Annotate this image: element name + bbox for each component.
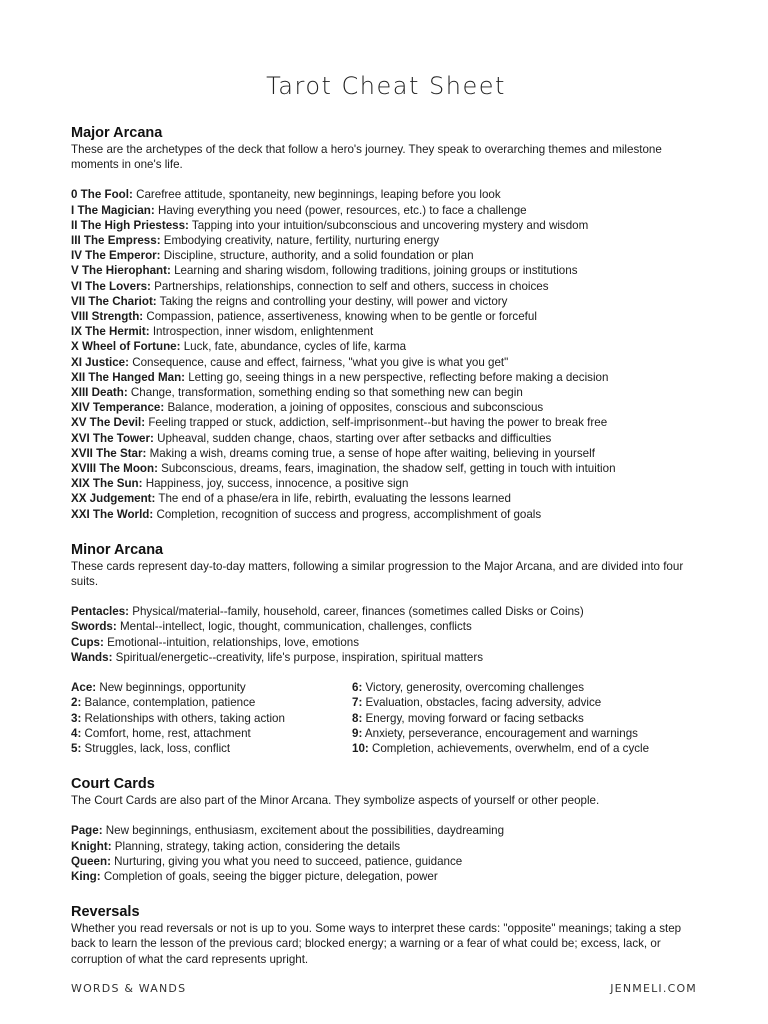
- list-item: [71, 187, 701, 202]
- item-name: Page:: [71, 824, 103, 838]
- page-title: Tarot Cheat Sheet: [266, 72, 506, 100]
- minor-arcana-intro: These cards represent day-to-day matters, following a similar progression to the Major Arcana, and are divided into four suits.: [71, 559, 684, 589]
- item-description: Subconscious, dreams, fears, imagination, the shadow self, getting in touch with intuition: [157, 462, 616, 476]
- item-name: I The Magician:: [71, 203, 155, 217]
- item-name: 2:: [71, 696, 82, 710]
- list-item: [71, 839, 701, 854]
- item-description: Victory, generosity, overcoming challenges: [362, 681, 584, 695]
- number-cards-right: [352, 680, 701, 756]
- item-description: Spiritual/energetic--creativity, life's purpose, inspiration, spiritual matters: [112, 650, 484, 664]
- list-item: [71, 619, 701, 634]
- item-name: 0 The Fool:: [71, 188, 133, 202]
- list-item: [71, 431, 701, 446]
- list-item: [71, 339, 701, 354]
- list-item: [71, 218, 701, 233]
- list-item: [71, 635, 701, 650]
- item-name: XXI The World:: [71, 507, 154, 521]
- item-name: Cups:: [71, 635, 104, 649]
- list-item: [352, 711, 701, 726]
- list-item: [352, 695, 701, 710]
- list-item: [71, 491, 701, 506]
- item-name: VI The Lovers:: [71, 279, 151, 293]
- item-description: Change, transformation, something ending so that something new can begin: [127, 386, 523, 400]
- footer-brand: WORDS & WANDS: [71, 982, 187, 995]
- page-footer: [71, 982, 697, 995]
- item-name: 8:: [352, 711, 363, 725]
- item-description: Balance, moderation, a joining of opposites, conscious and subconscious: [164, 401, 544, 415]
- item-name: XVIII The Moon:: [71, 462, 158, 476]
- item-name: XII The Hanged Man:: [71, 370, 186, 384]
- item-description: Nurturing, giving you what you need to succeed, patience, guidance: [110, 854, 463, 868]
- item-description: Evaluation, obstacles, facing adversity, advice: [362, 696, 602, 710]
- item-description: Embodying creativity, nature, fertility, nurturing energy: [160, 234, 440, 248]
- item-name: V The Hierophant:: [71, 264, 171, 278]
- item-name: XIII Death:: [71, 386, 128, 400]
- list-item: [71, 604, 701, 619]
- item-description: Consequence, cause and effect, fairness, "what you give is what you get": [129, 355, 509, 369]
- item-description: Happiness, joy, success, innocence, a positive sign: [142, 477, 409, 491]
- item-description: Making a wish, dreams coming true, a sense of hope after waiting, believing in yourself: [146, 446, 595, 460]
- item-description: Letting go, seeing things in a new perspective, reflecting before making a decision: [185, 370, 609, 384]
- list-item: [71, 400, 701, 415]
- list-item: [352, 680, 701, 695]
- list-item: [71, 263, 701, 278]
- item-name: King:: [71, 869, 101, 883]
- item-description: Feeling trapped or stuck, addiction, self-imprisonment--but having the power to break free: [145, 416, 608, 430]
- item-name: VII The Chariot:: [71, 294, 157, 308]
- item-name: Ace:: [71, 681, 97, 695]
- list-item: [71, 476, 701, 491]
- list-item: [71, 446, 701, 461]
- major-arcana-section: [71, 124, 701, 522]
- item-description: Relationships with others, taking action: [81, 711, 285, 725]
- item-description: Tapping into your intuition/subconscious and uncovering mystery and wisdom: [188, 218, 589, 232]
- cheat-sheet-page: [71, 70, 701, 967]
- list-item: [71, 279, 701, 294]
- item-description: Learning and sharing wisdom, following traditions, joining groups or institutions: [170, 264, 578, 278]
- list-item: [352, 741, 701, 756]
- item-name: Wands:: [71, 650, 113, 664]
- list-item: [71, 461, 701, 476]
- major-arcana-list: [71, 187, 701, 521]
- list-item: [71, 385, 701, 400]
- item-name: 3:: [71, 711, 82, 725]
- list-item: [71, 854, 701, 869]
- item-name: III The Empress:: [71, 234, 161, 248]
- list-item: [352, 726, 701, 741]
- item-name: IV The Emperor:: [71, 249, 161, 263]
- item-description: Compassion, patience, assertiveness, knowing when to be gentle or forceful: [143, 310, 537, 324]
- suit-list: [71, 604, 701, 665]
- list-item: [71, 823, 701, 838]
- court-cards-heading: Court Cards: [71, 776, 155, 793]
- list-item: [71, 726, 352, 741]
- item-description: Mental--intellect, logic, thought, communication, challenges, conflicts: [116, 620, 472, 634]
- item-name: II The High Priestess:: [71, 218, 189, 232]
- major-arcana-intro: These are the archetypes of the deck that follow a hero's journey. They speak to overarching themes and milestone moments in one's life.: [71, 143, 662, 172]
- list-item: [71, 415, 701, 430]
- minor-arcana-section: [71, 541, 701, 756]
- reversals-heading: Reversals: [71, 904, 140, 921]
- item-name: 10:: [352, 741, 369, 755]
- item-name: 6:: [352, 681, 363, 695]
- list-item: [71, 370, 701, 385]
- minor-arcana-heading: Minor Arcana: [71, 541, 164, 558]
- major-arcana-heading: Major Arcana: [71, 125, 163, 141]
- item-description: Balance, contemplation, patience: [81, 696, 256, 710]
- item-name: Swords:: [71, 620, 117, 634]
- item-name: Pentacles:: [71, 605, 129, 619]
- item-name: 5:: [71, 741, 82, 755]
- item-description: Discipline, structure, authority, and a solid foundation or plan: [160, 249, 474, 263]
- list-item: [71, 507, 701, 522]
- item-name: Queen:: [71, 854, 111, 868]
- court-cards-list: [71, 823, 701, 884]
- item-name: 4:: [71, 726, 82, 740]
- court-cards-intro: The Court Cards are also part of the Minor Arcana. They symbolize aspects of yourself or other people.: [71, 794, 600, 808]
- item-name: IX The Hermit:: [71, 325, 150, 339]
- item-description: Carefree attitude, spontaneity, new beginnings, leaping before you look: [132, 188, 501, 202]
- item-name: X Wheel of Fortune:: [71, 340, 181, 354]
- list-item: [71, 233, 701, 248]
- item-description: Energy, moving forward or facing setbacks: [362, 711, 584, 725]
- item-description: The end of a phase/era in life, rebirth, evaluating the lessons learned: [155, 492, 511, 506]
- item-description: Having everything you need (power, resources, etc.) to face a challenge: [154, 203, 527, 217]
- list-item: [71, 741, 352, 756]
- footer-website: JENMELI.COM: [610, 982, 697, 995]
- item-name: Knight:: [71, 839, 112, 853]
- item-description: Completion of goals, seeing the bigger picture, delegation, power: [100, 869, 438, 883]
- number-cards-left: [71, 680, 352, 756]
- list-item: [71, 650, 701, 665]
- item-name: XX Judgement:: [71, 492, 156, 506]
- list-item: [71, 680, 352, 695]
- item-name: XV The Devil:: [71, 416, 146, 430]
- list-item: [71, 869, 701, 884]
- item-description: Taking the reigns and controlling your destiny, will power and victory: [156, 294, 508, 308]
- item-name: 9:: [352, 726, 363, 740]
- list-item: [71, 294, 701, 309]
- reversals-text: Whether you read reversals or not is up to you. Some ways to interpret these cards: "opposite" meanings; taking a step back to learn the lesson of the previous card; blocked energy; a warning or a fear of what could be; excess, lack, or corruption of what the card represents upright.: [71, 922, 682, 966]
- item-description: Partnerships, relationships, connection to self and others, success in choices: [150, 279, 549, 293]
- item-name: VIII Strength:: [71, 310, 144, 324]
- item-name: XI Justice:: [71, 355, 129, 369]
- item-description: Physical/material--family, household, career, finances (sometimes called Disks or Coins): [129, 605, 584, 619]
- list-item: [71, 203, 701, 218]
- item-description: Emotional--intuition, relationships, love, emotions: [103, 635, 360, 649]
- item-description: Completion, achievements, overwhelm, end of a cycle: [368, 741, 650, 755]
- list-item: [71, 309, 701, 324]
- item-description: Anxiety, perseverance, encouragement and warnings: [362, 726, 638, 740]
- item-name: XVI The Tower:: [71, 431, 154, 445]
- list-item: [71, 711, 352, 726]
- court-cards-section: [71, 775, 701, 884]
- list-item: [71, 355, 701, 370]
- item-name: XVII The Star:: [71, 446, 147, 460]
- item-description: Comfort, home, rest, attachment: [81, 726, 251, 740]
- item-description: Completion, recognition of success and progress, accomplishment of goals: [153, 507, 542, 521]
- item-name: XIV Temperance:: [71, 401, 165, 415]
- item-description: Planning, strategy, taking action, considering the details: [111, 839, 401, 853]
- item-name: XIX The Sun:: [71, 477, 143, 491]
- reversals-section: [71, 903, 701, 967]
- list-item: [71, 695, 352, 710]
- item-description: Struggles, lack, loss, conflict: [81, 741, 231, 755]
- item-description: Introspection, inner wisdom, enlightenment: [149, 325, 374, 339]
- item-description: Upheaval, sudden change, chaos, starting over after setbacks and difficulties: [153, 431, 552, 445]
- item-description: New beginnings, enthusiasm, excitement about the possibilities, daydreaming: [102, 824, 505, 838]
- item-description: Luck, fate, abundance, cycles of life, karma: [180, 340, 407, 354]
- number-cards-columns: [71, 680, 701, 756]
- item-description: New beginnings, opportunity: [96, 681, 246, 695]
- list-item: [71, 248, 701, 263]
- list-item: [71, 324, 701, 339]
- item-name: 7:: [352, 696, 363, 710]
